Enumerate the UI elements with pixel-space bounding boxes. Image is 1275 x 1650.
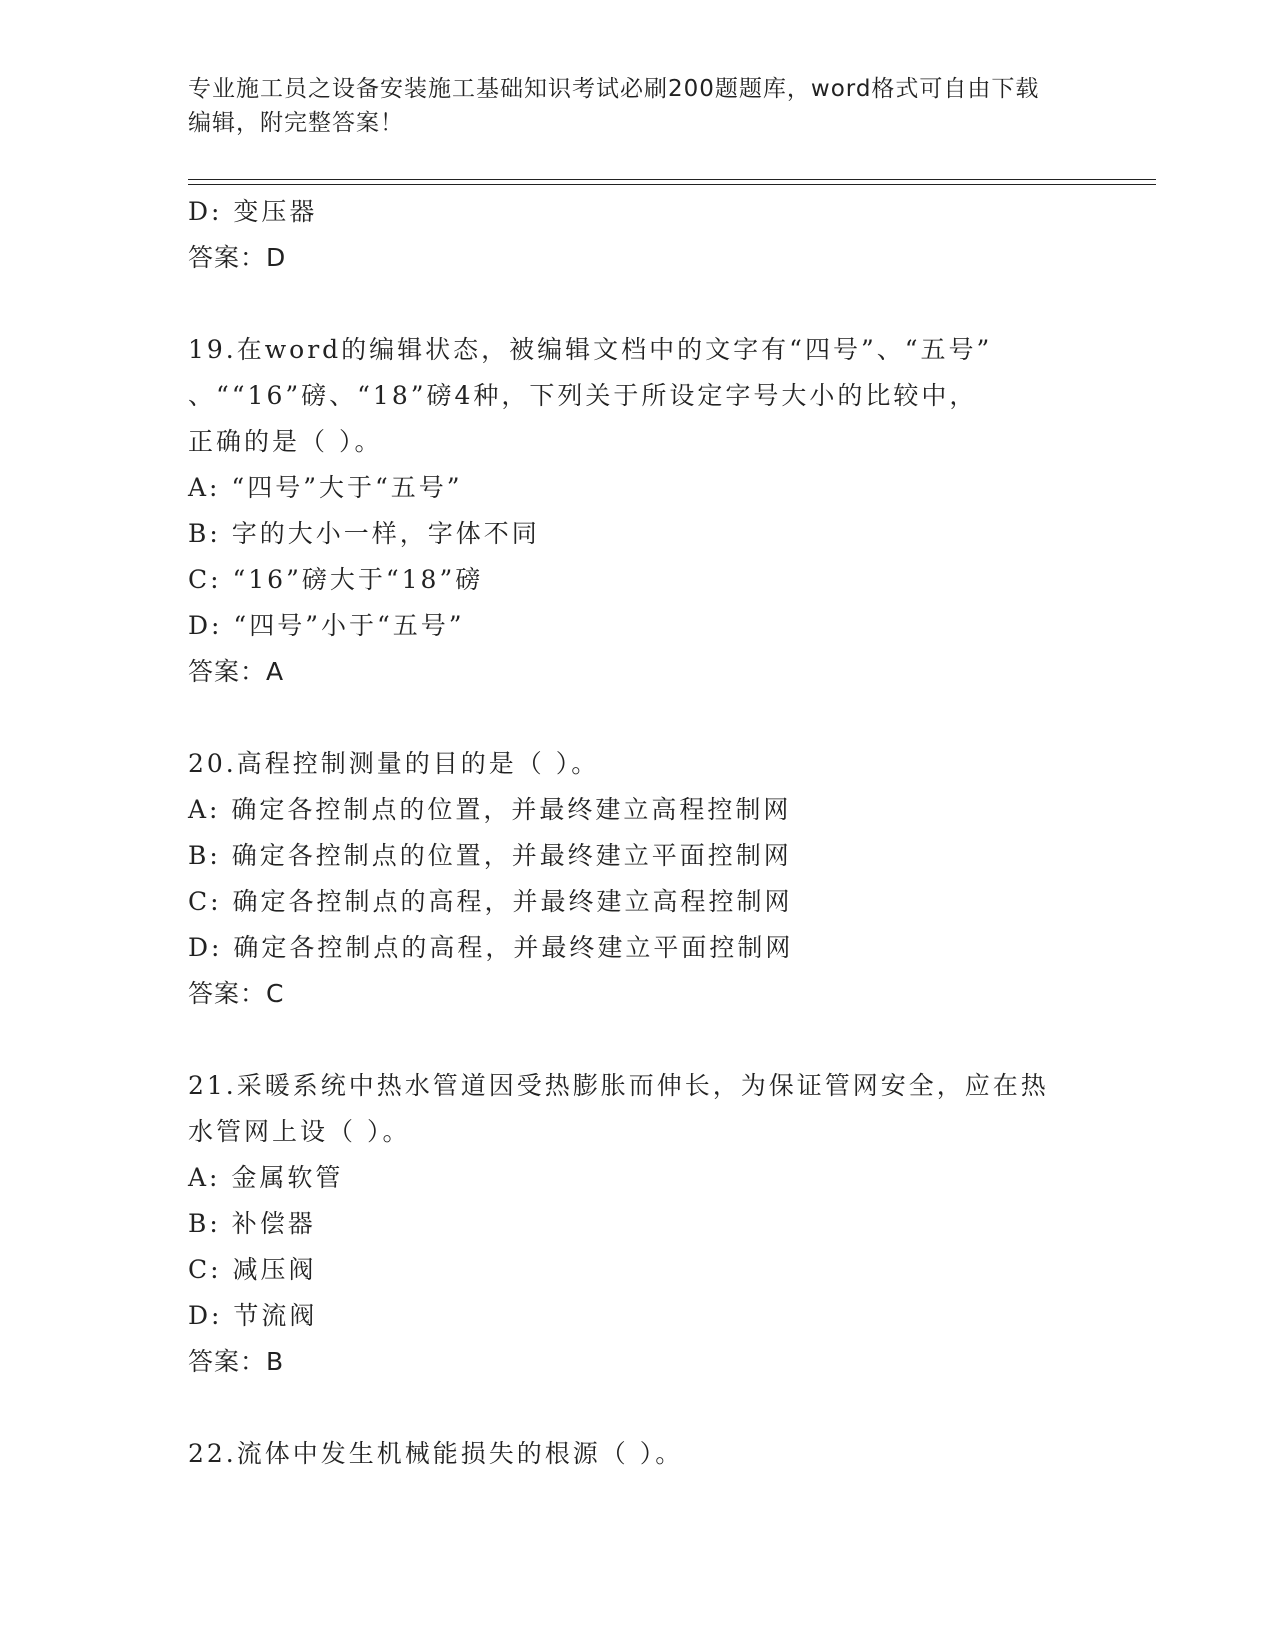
question-line: 正确的是（ ）。 xyxy=(188,427,383,456)
question-line: B: 确定各控制点的位置，并最终建立平面控制网 xyxy=(188,841,792,870)
question-line: 、““16”磅、“18”磅4种，下列关于所设定字号大小的比较中， xyxy=(188,381,978,410)
header-rule-bottom xyxy=(188,184,1156,185)
answer-line: 答案：D xyxy=(188,243,287,272)
question-line: 22.流体中发生机械能损失的根源（ ）。 xyxy=(188,1439,684,1468)
question-line: C: “16”磅大于“18”磅 xyxy=(188,565,484,594)
question-line: D: 变压器 xyxy=(188,197,318,226)
blank-line xyxy=(188,1017,1148,1063)
question-line: A: “四号”大于“五号” xyxy=(188,473,463,502)
question-line: A: 确定各控制点的位置，并最终建立高程控制网 xyxy=(188,795,792,824)
question-line: B: 补偿器 xyxy=(188,1209,316,1238)
header-line-1: 专业施工员之设备安装施工基础知识考试必刷200题题库，word格式可自由下载 xyxy=(188,76,1040,102)
question-line: C: 确定各控制点的高程，并最终建立高程控制网 xyxy=(188,887,793,916)
answer-line: 答案：C xyxy=(188,979,285,1008)
question-line: 21.采暖系统中热水管道因受热膨胀而伸长，为保证管网安全，应在热 xyxy=(188,1071,1049,1100)
document-body xyxy=(188,189,1148,1477)
header-rule-top xyxy=(188,179,1156,180)
question-line: A: 金属软管 xyxy=(188,1163,344,1192)
header-line-2: 编辑，附完整答案！ xyxy=(188,110,404,136)
question-line: B: 字的大小一样，字体不同 xyxy=(188,519,540,548)
answer-line: 答案：B xyxy=(188,1347,285,1376)
question-line: 19.在word的编辑状态，被编辑文档中的文字有“四号”、“五号” xyxy=(188,335,993,364)
question-line: C: 减压阀 xyxy=(188,1255,317,1284)
blank-line xyxy=(188,1385,1148,1431)
document-header xyxy=(188,72,1088,140)
question-line: D: “四号”小于“五号” xyxy=(188,611,465,640)
question-line: D: 确定各控制点的高程，并最终建立平面控制网 xyxy=(188,933,794,962)
question-line: 水管网上设（ ）。 xyxy=(188,1117,411,1146)
question-line: 20.高程控制测量的目的是（ ）。 xyxy=(188,749,600,778)
answer-line: 答案：A xyxy=(188,657,285,686)
question-line: D: 节流阀 xyxy=(188,1301,318,1330)
blank-line xyxy=(188,695,1148,741)
blank-line xyxy=(188,281,1148,327)
